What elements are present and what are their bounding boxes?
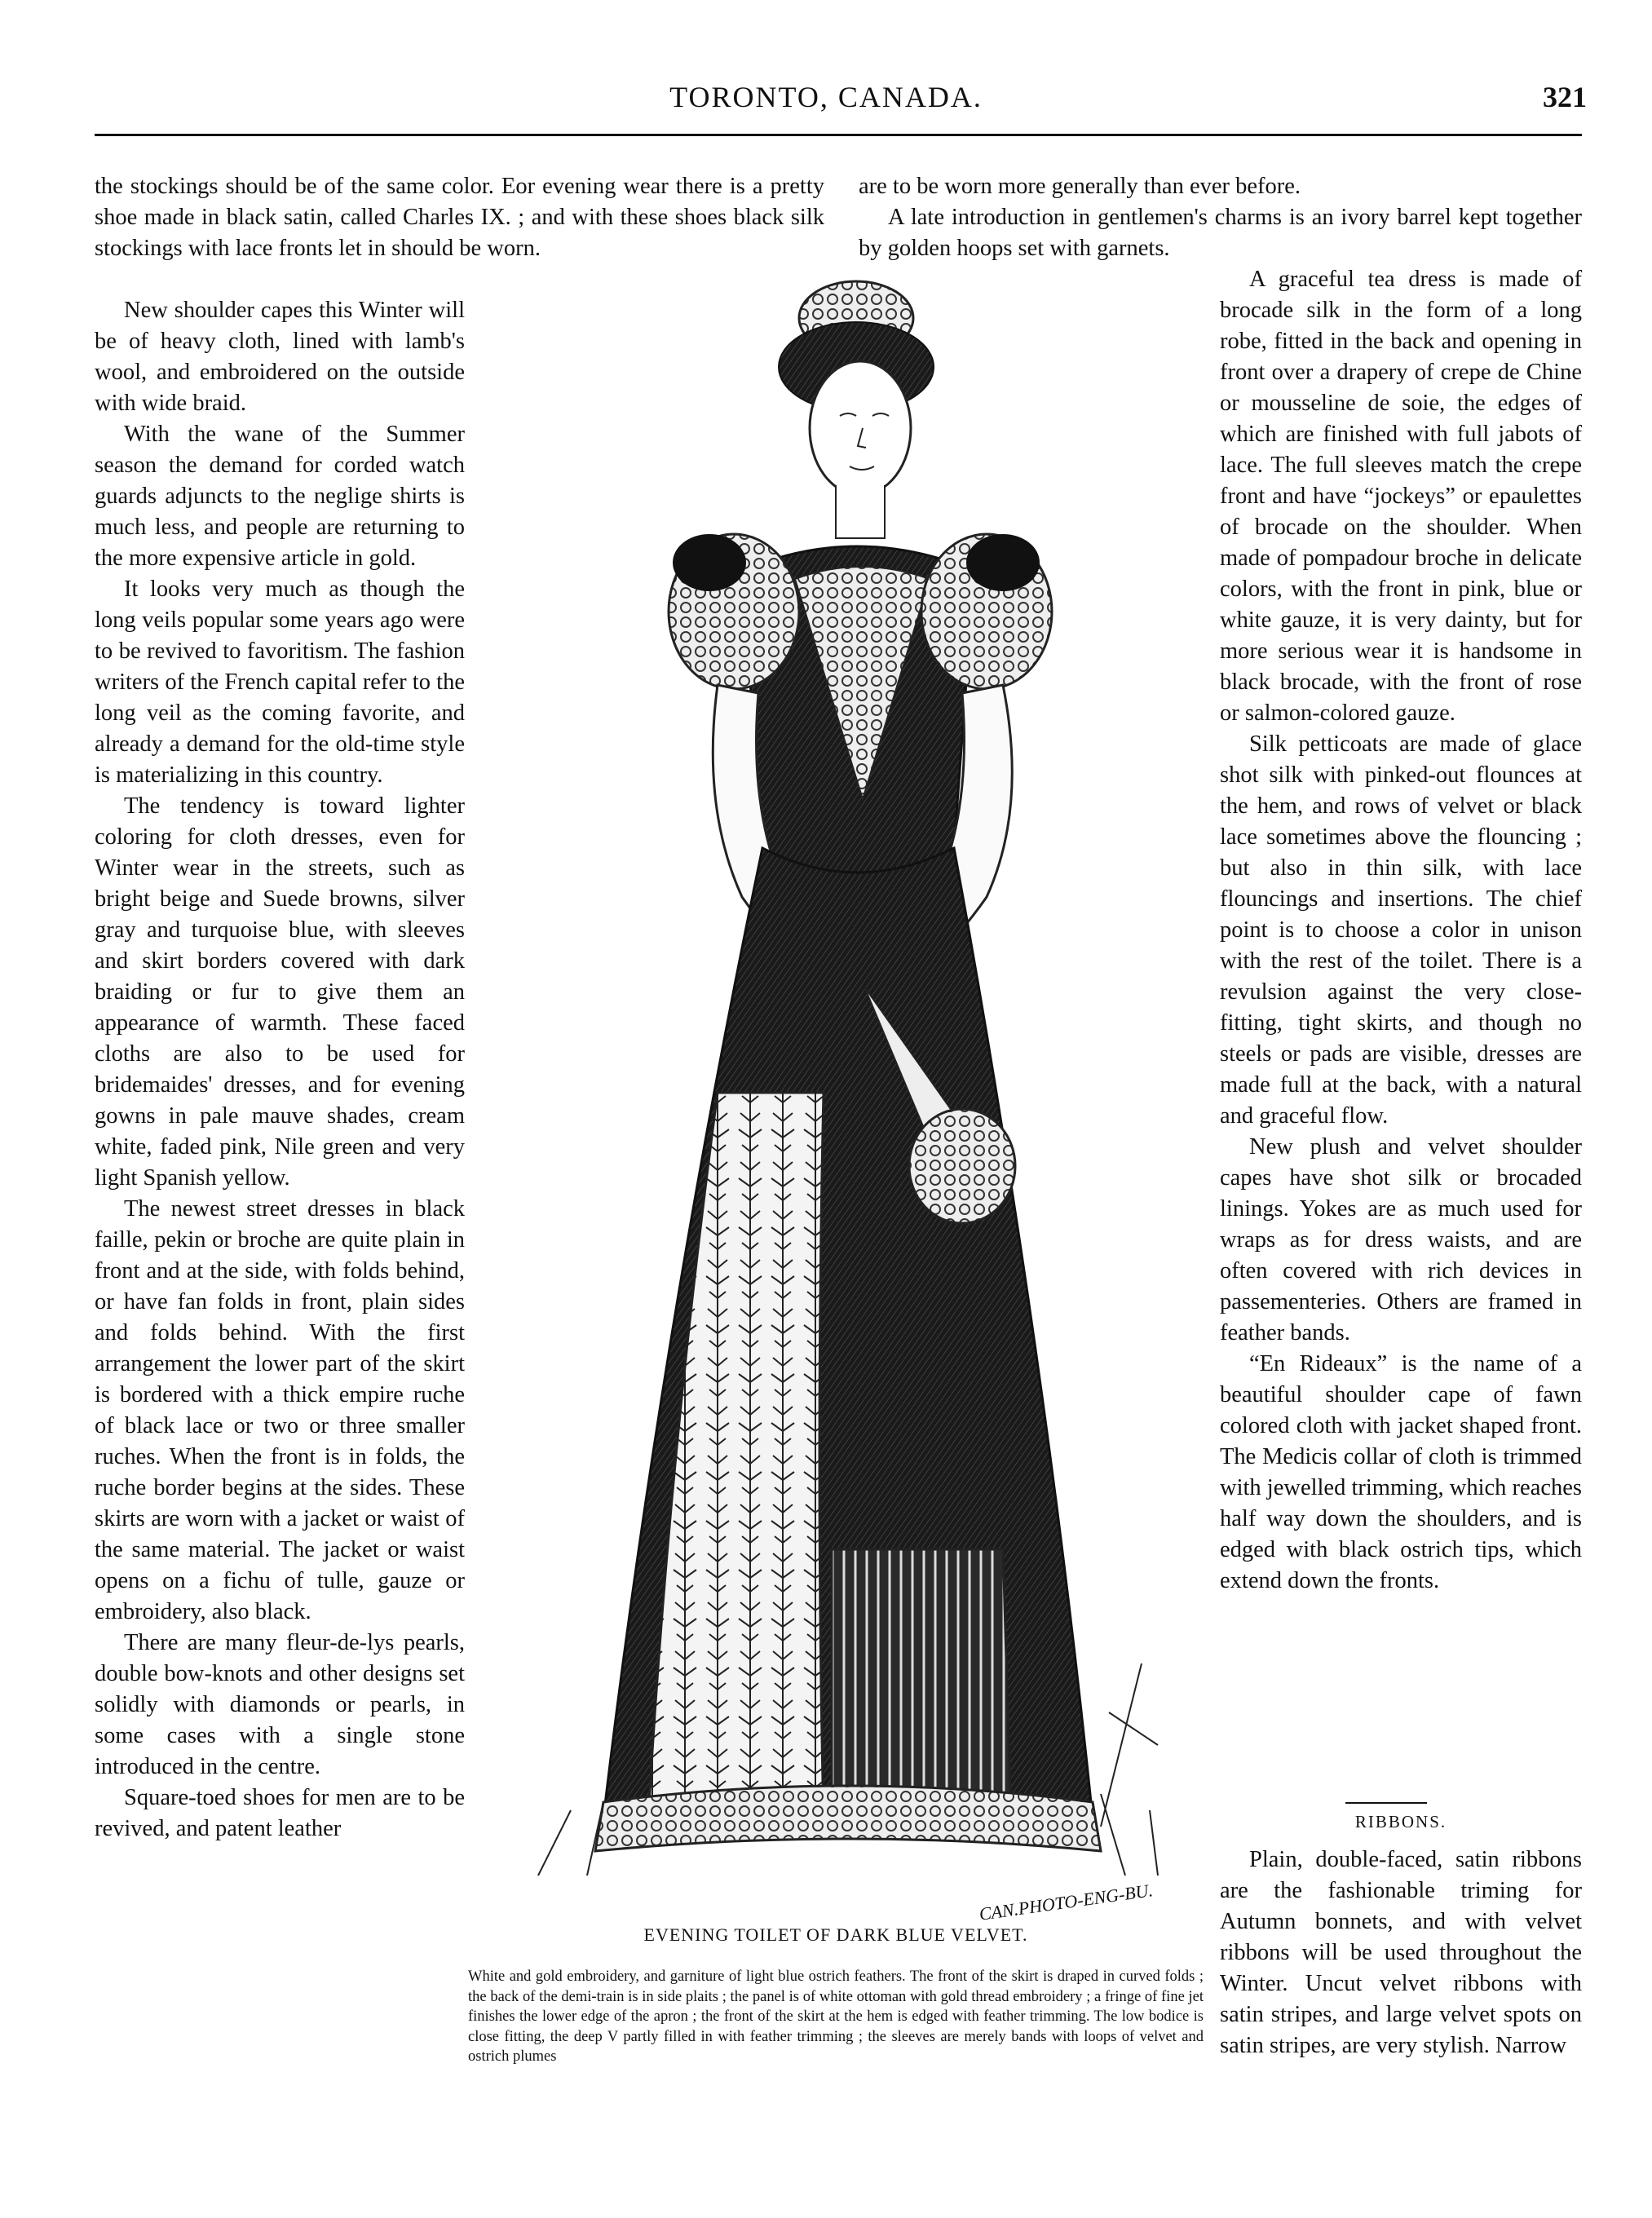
top-right-text: [859, 171, 1582, 264]
paragraph-tea-dress: A graceful tea dress is made of brocade silk in the form of a long robe, fitted in the back and opening in front over a drapery of crepe de Chine or mousseline de soie, the edges of which are finished with full jabots of lace. The full sleeves match the crepe front and have “jockeys” or epaulettes of brocade on the shoulder. When made of pompadour broche in delicate colors, with the front in pink, blue or white gauze, it is very dainty, but for more serious wear it is handsome in black brocade, with the front of rose or salmon-colored gauze.: [1220, 267, 1582, 726]
paragraph-street-dresses: The newest street dresses in black faille, pekin or broche are quite plain in front and at the side, with folds behind, or have fan folds in front, plain sides and folds behind. With the first arrangement the lower part of the skirt is bordered with a thick empire ruche of black lace or two or three smaller ruches. When the front is in folds, the ruche border begins at the sides. These skirts are worn with a jacket or waist of the same material. The jacket or waist opens on a fichu of tulle, gauze or embroidery, also black.: [95, 1196, 465, 1624]
paragraph-watch-guards: With the wane of the Summer season the demand for corded watch guards adjuncts to the neglige shirts is much less, and people are returning to the more expensive article in gold.: [95, 422, 465, 571]
ribbons-section: [1220, 1845, 1582, 2061]
paragraph-gentlemens-charms: A late introduction in gentlemen's charms is an ivory barrel kept together by golden hoops set with garnets.: [859, 205, 1582, 261]
section-heading-ribbons: RIBBONS.: [1354, 1812, 1447, 1831]
paragraph-en-rideaux: “En Rideaux” is the name of a beautiful shoulder cape of fawn colored cloth with jacket shaped front. The Medicis collar of cloth is trimmed with jewelled trimming, which reaches half way down the shoulders, and is edged with black ostrich tips, which extend down the fronts.: [1220, 1351, 1582, 1593]
paragraph-plush-capes: New plush and velvet shoulder capes have shot silk or brocaded linings. Yokes are as much used for wraps as for dress waists, and are often covered with rich devices in passementeries. Others are framed in feather bands.: [1220, 1134, 1582, 1345]
paragraph-stockings: the stockings should be of the same color. Eor evening wear there is a pretty shoe made in black satin, called Charles IX. ; and with these shoes black silk stockings with lace fronts let in should be worn.: [95, 174, 824, 261]
face: [810, 361, 911, 495]
paragraph-ribbons: Plain, double-faced, satin ribbons are the fashionable triming for Autumn bonnets, and with velvet ribbons will be used throughout the Winter. Uncut velvet ribbons with satin stripes, and large velvet spots on satin stripes, are very stylish. Narrow: [1220, 1847, 1582, 2058]
skirt: [595, 848, 1101, 1851]
page-number: 321: [1543, 81, 1587, 113]
left-column: [95, 295, 465, 1845]
fashion-illustration: [473, 277, 1207, 1918]
paragraph-worn-generally: are to be worn more generally than ever before.: [859, 174, 1301, 199]
paragraph-long-veils: It looks very much as though the long veils popular some years ago were to be revived to favoritism. The fashion writers of the French capital refer to the long veil as the coming favorite, and already a demand for the old-time style is materializing in this country.: [95, 577, 465, 788]
paragraph-shoulder-capes: New shoulder capes this Winter will be of heavy cloth, lined with lamb's wool, and embroidered on the outside with wide braid.: [95, 298, 465, 416]
header-rule: [95, 134, 1582, 136]
top-left-text: [95, 171, 824, 264]
neck: [836, 485, 885, 538]
right-column: [1220, 264, 1582, 1597]
paragraph-square-toed-shoes: Square-toed shoes for men are to be revived, and patent leather: [95, 1785, 465, 1841]
paragraph-silk-petticoats: Silk petticoats are made of glace shot silk with pinked-out flounces at the hem, and rows of velvet or black lace sometimes above the flouncing ; but also in thin silk, with lace flouncings and insertions. The chief point is to choose a color in unison with the rest of the toilet. There is a revulsion against the very close-fitting, tight skirts, and though no steels or pads are visible, dresses are made full at the back, with a natural and graceful flow.: [1220, 731, 1582, 1129]
engraver-signature: CAN.PHOTO-ENG-BU.: [978, 1880, 1155, 1924]
paragraph-fleur-de-lys: There are many fleur-de-lys pearls, double bow-knots and other designs set solidly with diamonds or pearls, in some cases with a single stone introduced in the centre.: [95, 1630, 465, 1779]
illustration-caption-title: EVENING TOILET OF DARK BLUE VELVET.: [643, 1924, 1028, 1945]
illustration-caption-text: White and gold embroidery, and garniture of light blue ostrich feathers. The front of the skirt is draped in curved folds ; the back of the demi-train is in side plaits ; the panel is of white ottoman with gold thread embroidery ; a fringe of fine jet finishes the lower edge of the apron ; the front of the skirt at the hem is edged with feather trimming. The low bodice is close fitting, the deep V partly filled in with feather trimming ; the sleeves are merely bands with loops of velvet and ostrich plumes: [468, 1968, 1204, 2065]
paragraph-lighter-coloring: The tendency is toward lighter coloring for cloth dresses, even for Winter wear in the streets, such as bright beige and Suede browns, silver gray and turquoise blue, with sleeves and skirt borders covered with dark braiding or fur to give them an appearance of warmth. These faced cloths are also to be used for bridemaides' dresses, and for evening gowns in pale mauve shades, cream white, faded pink, Nile green and very light Spanish yellow.: [95, 793, 465, 1191]
running-header: TORONTO, CANADA.: [669, 81, 983, 113]
section-divider: [1345, 1802, 1427, 1804]
